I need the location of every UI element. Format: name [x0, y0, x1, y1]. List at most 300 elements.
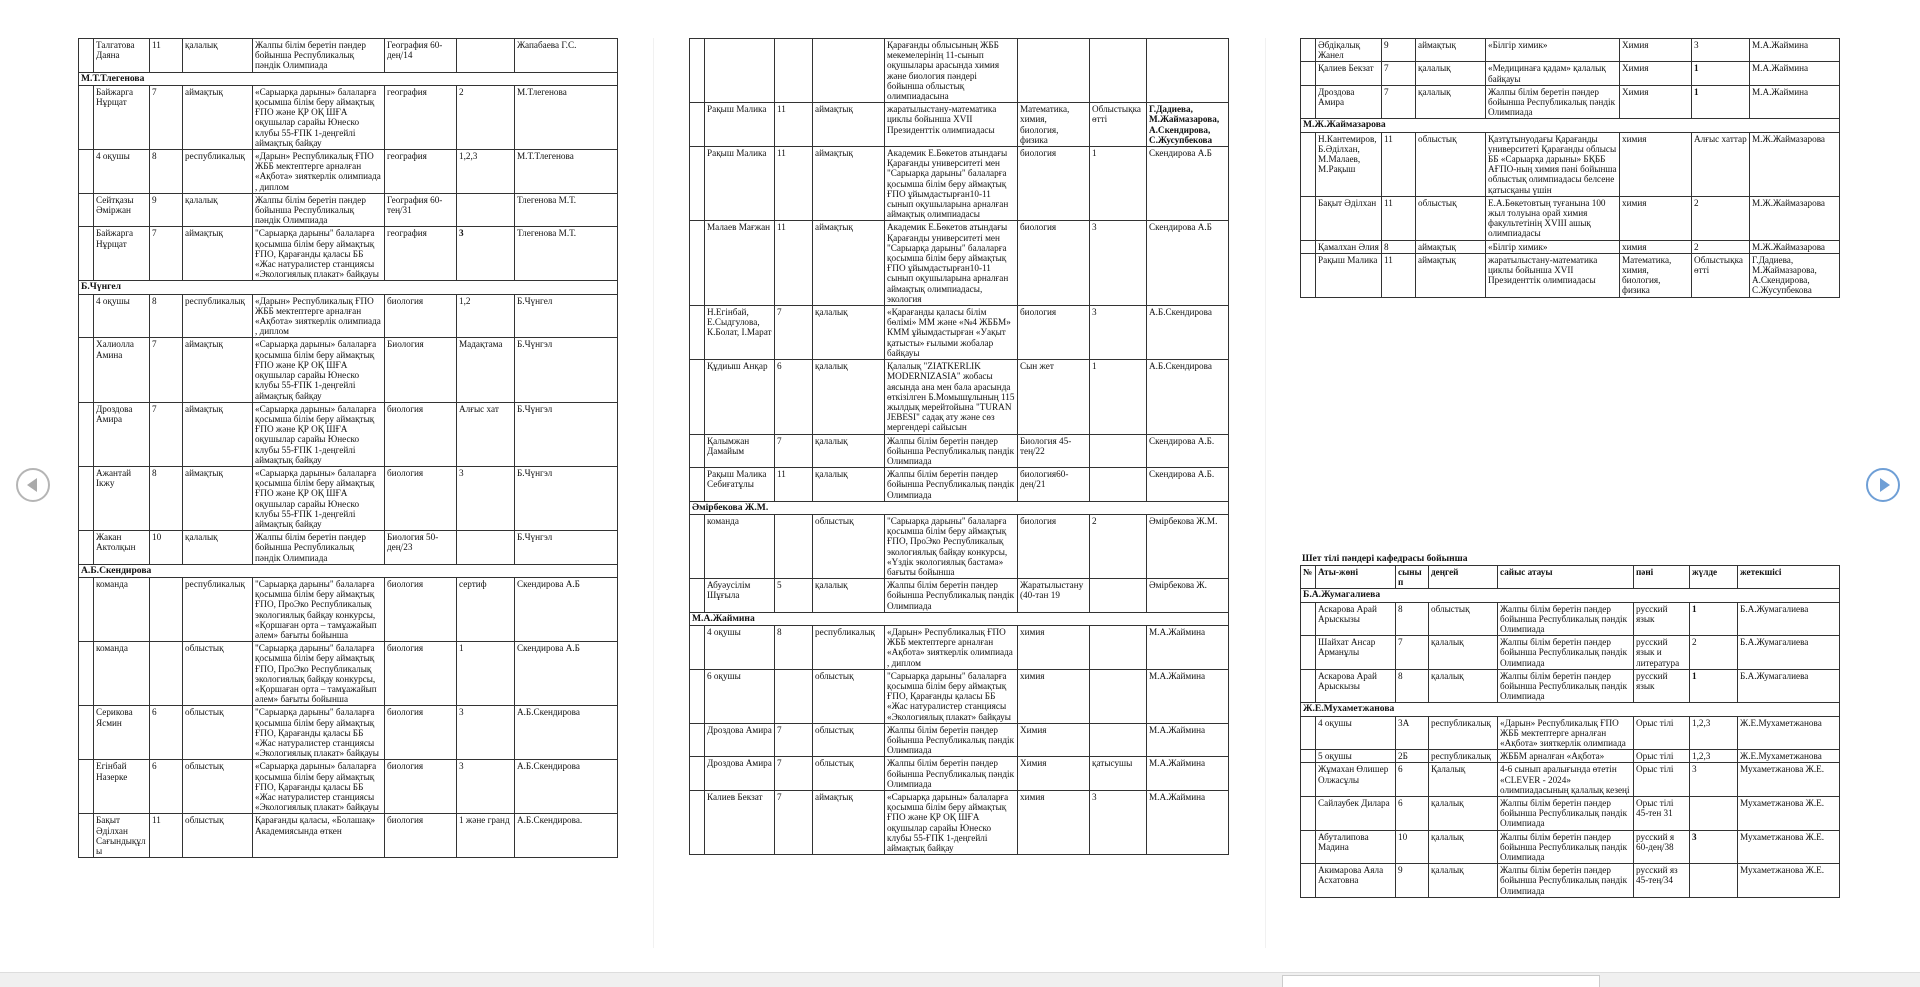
index-cell: [1301, 196, 1316, 240]
index-cell: [1301, 240, 1316, 253]
table-row: [79, 577, 618, 641]
table-row: [79, 531, 618, 565]
index-cell: [1301, 85, 1316, 119]
table-cell: аймақтық: [813, 221, 885, 306]
table-cell: 7: [150, 227, 183, 281]
table-cell: 6: [1396, 797, 1429, 831]
index-cell: [690, 39, 705, 103]
table-cell: 8: [1396, 669, 1429, 703]
results-table-2: [689, 38, 1229, 855]
table-cell: қалалық: [1429, 797, 1498, 831]
table-cell: химия: [1018, 791, 1090, 855]
table-cell: Жалпы білім беретін пәндер бойынша Республикалық пәндік Олимпиада: [1498, 636, 1634, 670]
table-cell: [457, 531, 515, 565]
column-header: №: [1301, 566, 1316, 589]
table-cell: 7: [775, 791, 813, 855]
table-cell: Орыс тілі: [1634, 750, 1690, 763]
index-cell: [690, 669, 705, 723]
table-cell: [1690, 797, 1738, 831]
table-row: [79, 227, 618, 281]
previous-page-button[interactable]: [16, 468, 50, 502]
table-cell: 3: [457, 227, 515, 281]
table-cell: биология: [385, 760, 457, 814]
table-cell: жаратылыстану-математика циклы бойынша XVII Президенттік олимпиадасы: [885, 103, 1018, 147]
table-cell: 1,2,3: [1690, 750, 1738, 763]
table-row: [1301, 669, 1840, 703]
table-cell: облыстық: [1416, 196, 1486, 240]
table-cell: Алғыс хаттар: [1692, 132, 1750, 196]
index-cell: [79, 39, 94, 73]
section-row: [1301, 589, 1840, 602]
table-cell: 4-6 сынып аралығында өтетін «CLEVER - 2024» олимпиадасының қалалық кезеңі: [1498, 763, 1634, 797]
table-cell: «Медицинаға қадам» қалалық байқауы: [1486, 62, 1620, 85]
table-cell: «Сарыарқа дарыны» балаларға қосымша білім беру аймақтық ҒПО және ҚР ОҚ ШҒА оқушылар сарайы Юнеско клубы 55-ҒПК 1-деңгейлі аймақтық байқау: [253, 85, 385, 149]
index-cell: [79, 294, 94, 338]
table-cell: Б.А.Жумагалиева: [1738, 636, 1840, 670]
table-cell: 3: [457, 466, 515, 530]
table-cell: А.Б.Скендирова: [1147, 306, 1229, 360]
table-cell: [1090, 468, 1147, 502]
table-cell: Жалпы білім беретін пәндер бойынша Республикалық пәндік Олимпиада: [253, 39, 385, 73]
index-cell: [690, 103, 705, 147]
table-cell: 3: [1090, 306, 1147, 360]
table-cell: 1: [1690, 669, 1738, 703]
viewer-bottom-box: [1282, 975, 1600, 987]
table-row: [1301, 830, 1840, 864]
table-cell: "Сарыарқа дарыны" балаларға қосымша білім беру аймақтық ҒПО, ПроЭко Республикалық экологиялық байқау конкурсы, «Қоршаған орта – тамұажайып әлем» бағыты бойынша: [253, 577, 385, 641]
index-cell: [690, 514, 705, 578]
table-cell: Мухаметжанова Ж.Е.: [1738, 864, 1840, 898]
table-row: [1301, 62, 1840, 85]
results-table-1: [78, 38, 618, 858]
table-cell: 7: [1382, 85, 1416, 119]
table-cell: Әбдіқалық Жанел: [1316, 39, 1382, 62]
table-cell: команда: [94, 577, 150, 641]
table-cell: 1,2,3: [457, 150, 515, 194]
column-header: Аты-жөні: [1316, 566, 1396, 589]
table-cell: қалалық: [1429, 830, 1498, 864]
table-cell: География 60-дең/14: [385, 39, 457, 73]
table-cell: [1301, 669, 1316, 703]
table-cell: Дроздова Амира: [1316, 85, 1382, 119]
table-cell: Скендирова А.Б: [1147, 147, 1229, 221]
table-cell: 9: [1396, 864, 1429, 898]
index-cell: [690, 791, 705, 855]
table-cell: қалалық: [1416, 85, 1486, 119]
table-cell: [1090, 723, 1147, 757]
table-cell: География 60-тең/31: [385, 193, 457, 227]
table-cell: Халиолла Амина: [94, 338, 150, 402]
table-cell: Биология: [385, 338, 457, 402]
table-cell: М.А.Жаймина: [1147, 625, 1229, 669]
table-cell: Мухаметжанова Ж.Е.: [1738, 797, 1840, 831]
table-cell: [1301, 602, 1316, 636]
section-row: [690, 501, 1229, 514]
index-cell: [690, 579, 705, 613]
table-row: [690, 757, 1229, 791]
table-cell: Облыстықка өтті: [1692, 253, 1750, 297]
table-cell: Абуталипова Мадина: [1316, 830, 1396, 864]
index-cell: [690, 434, 705, 468]
table-cell: облыстық: [813, 514, 885, 578]
table-cell: Биология 50-дең/23: [385, 531, 457, 565]
table-cell: Жалпы білім беретін пәндер бойынша Республикалық пәндік Олимпиада: [1498, 602, 1634, 636]
table-row: [690, 579, 1229, 613]
column-header: жетекшісі: [1738, 566, 1840, 589]
table-cell: география: [385, 85, 457, 149]
table-row: [690, 791, 1229, 855]
table-caption: Шет тілі пәндері кафедрасы бойынша: [1302, 553, 1468, 564]
table-cell: [1301, 750, 1316, 763]
table-cell: Мадақтама: [457, 338, 515, 402]
section-row: [79, 564, 618, 577]
table-cell: қалалық: [813, 434, 885, 468]
table-cell: Скендирова А.Б.: [1147, 468, 1229, 502]
table-cell: М.Ж.Жаймазарова: [1750, 132, 1840, 196]
table-cell: 7: [150, 85, 183, 149]
table-cell: Дроздова Амира: [705, 757, 775, 791]
table-cell: Жалпы білім беретін пәндер бойынша Республикалық пәндік Олимпиада: [1498, 797, 1634, 831]
table-cell: 1: [1692, 62, 1750, 85]
table-cell: сертиф: [457, 577, 515, 641]
index-cell: [79, 193, 94, 227]
table-cell: 11: [150, 814, 183, 858]
index-cell: [79, 85, 94, 149]
table-cell: облыстық: [1416, 132, 1486, 196]
table-cell: 9: [1382, 39, 1416, 62]
table-header-row: [1301, 566, 1840, 589]
table-cell: аймақтық: [813, 103, 885, 147]
table-cell: Скендирова А.Б: [1147, 221, 1229, 306]
table-cell: А.Б.Скендирова: [515, 706, 618, 760]
table-cell: 6: [1396, 763, 1429, 797]
table-cell: «Дарын» Республикалық ҒПО ЖББ мектептерге арналған «Ақбота» зияткерлік олимпиада: [1498, 716, 1634, 750]
table-cell: республикалық: [1429, 716, 1498, 750]
table-cell: 5 оқушы: [1316, 750, 1396, 763]
table-cell: 1,2,3: [1690, 716, 1738, 750]
table-cell: республикалық: [183, 294, 253, 338]
table-cell: [1090, 434, 1147, 468]
index-cell: [79, 760, 94, 814]
table-cell: 4 оқушы: [705, 625, 775, 669]
table-cell: 6: [150, 706, 183, 760]
table-row: [1301, 864, 1840, 898]
table-cell: М.А.Жаймина: [1147, 723, 1229, 757]
table-row: [79, 85, 618, 149]
column-header: пәні: [1634, 566, 1690, 589]
table-row: [1301, 602, 1840, 636]
table-cell: М.Тлегенова: [515, 85, 618, 149]
table-cell: Абуәусілім Шұғыла: [705, 579, 775, 613]
table-cell: Рақыш Малика: [705, 103, 775, 147]
document-page-4: [1300, 552, 1840, 924]
table-cell: 3: [1690, 763, 1738, 797]
section-row: [79, 281, 618, 294]
table-cell: 3: [1690, 830, 1738, 864]
table-cell: химия: [1620, 196, 1692, 240]
table-cell: қалалық: [183, 531, 253, 565]
table-cell: Б.А.Жумагалиева: [1738, 602, 1840, 636]
table-row: [690, 723, 1229, 757]
table-cell: «Қарағанды қаласы білім бөлімі» ММ және «№4 ЖББМ» КММ ұйымдастырған «Уақыт қатысты» ғылыми жобалар байқауы: [885, 306, 1018, 360]
table-cell: Бақыт Әділхан Сағындықұлы: [94, 814, 150, 858]
table-row: [1301, 132, 1840, 196]
table-cell: география: [385, 227, 457, 281]
table-cell: Қалалық "ZIATKERLIK MODERNIZASIA" жобасы аясында ана мен бала арасында өткізілген Б.Момышұлының 115 жылдық мерейтойына "TURAN JEBESI" садақ ату және сөз мергендері сайысын: [885, 360, 1018, 434]
table-cell: 3: [1090, 221, 1147, 306]
table-cell: Б.Чүнгэл: [515, 531, 618, 565]
table-cell: русский я 60-дең/38: [1634, 830, 1690, 864]
table-row: [1301, 763, 1840, 797]
table-cell: Скендирова А.Б: [515, 642, 618, 706]
table-row: [79, 39, 618, 73]
table-cell: А.Б.Скендирова.: [515, 814, 618, 858]
table-cell: команда: [94, 642, 150, 706]
table-cell: биология: [1018, 221, 1090, 306]
table-cell: 1 және гранд: [457, 814, 515, 858]
table-cell: 11: [150, 39, 183, 73]
table-cell: Орыс тілі: [1634, 763, 1690, 797]
table-cell: Калиев Бекзат: [705, 791, 775, 855]
table-cell: жаратылыстану-математика циклы бойынша XVII Президенттік олимпиадасы: [1486, 253, 1620, 297]
table-cell: Жалпы білім беретін пәндер бойынша Республикалық пәндік Олимпиада: [885, 468, 1018, 502]
index-cell: [79, 577, 94, 641]
table-cell: Б.Чүнгэл: [515, 338, 618, 402]
table-cell: 11: [775, 103, 813, 147]
column-header: сынып: [1396, 566, 1429, 589]
table-cell: қалалық: [813, 468, 885, 502]
page-gap: [653, 38, 654, 948]
table-cell: [1301, 716, 1316, 750]
table-cell: 7: [150, 402, 183, 466]
section-row: [1301, 119, 1840, 132]
table-cell: ЖББМ арналған «Ақбота»: [1498, 750, 1634, 763]
table-cell: 11: [1382, 132, 1416, 196]
table-cell: қалалық: [1429, 636, 1498, 670]
table-cell: Облыстықка өтті: [1090, 103, 1147, 147]
table-cell: Академик Е.Бөкетов атындағы Қарағанды университеті мен "Сарыарқа дарыны" балаларға қосымша білім беру аймақтық ҒПО ұйымдастырған10-11 сынып оқушыларына арналған аймақтық олимпиадасы: [885, 147, 1018, 221]
table-cell: 7: [775, 306, 813, 360]
table-row: [1301, 253, 1840, 297]
table-cell: биология: [385, 402, 457, 466]
table-row: [79, 466, 618, 530]
table-cell: "Сарыарқа дарыны" балаларға қосымша білім беру аймақтық ҒПО, Қарағанды қаласы ББ «Жас натуралистер станциясы «Экологиялық плакат» байқауы: [253, 706, 385, 760]
table-cell: команда: [705, 514, 775, 578]
table-cell: 6: [775, 360, 813, 434]
table-cell: А.Б.Скендирова: [1147, 360, 1229, 434]
table-cell: «Сарыарқа дарыны» балаларға қосымша білім беру аймақтық ҒПО және ҚР ОҚ ШҒА оқушылар сарайы Юнеско клубы 55-ҒПК 1-деңгейлі аймақтық байқау: [885, 791, 1018, 855]
teacher-section-title: Б.Чүнгел: [79, 281, 618, 294]
table-cell: Жалпы білім беретін пәндер бойынша Республикалық пәндік Олимпиада: [885, 434, 1018, 468]
table-cell: [457, 193, 515, 227]
table-cell: [775, 39, 813, 103]
table-cell: Жалпы білім беретін пәндер бойынша Республикалық пәндік Олимпиада: [253, 193, 385, 227]
table-cell: биология: [1018, 306, 1090, 360]
table-cell: қалалық: [813, 306, 885, 360]
table-cell: Малаев Мағжан: [705, 221, 775, 306]
table-cell: биология: [385, 466, 457, 530]
table-row: [1301, 39, 1840, 62]
table-cell: 4 оқушы: [94, 294, 150, 338]
table-cell: Жалпы білім беретін пәндер бойынша Республикалық пәндік Олимпиада: [885, 757, 1018, 791]
table-cell: химия: [1018, 625, 1090, 669]
index-cell: [690, 306, 705, 360]
table-cell: «Дарын» Республикалық ҒПО ЖББ мектептерге арналған «Ақбота» зияткерлік олимпиада , диплом: [253, 294, 385, 338]
table-cell: облыстық: [1429, 602, 1498, 636]
table-cell: Аскарова Арай Арыскызы: [1316, 669, 1396, 703]
table-cell: 2: [1690, 636, 1738, 670]
table-cell: М.Ж.Жаймазарова: [1750, 196, 1840, 240]
table-cell: биология: [385, 577, 457, 641]
table-cell: 7: [775, 757, 813, 791]
results-table-4: [1300, 565, 1840, 898]
index-cell: [79, 814, 94, 858]
index-cell: [79, 642, 94, 706]
table-cell: Жалпы білім беретін пәндер бойынша Республикалық пәндік Олимпиада: [885, 723, 1018, 757]
table-cell: русский язык: [1634, 669, 1690, 703]
table-row: [79, 294, 618, 338]
table-cell: [813, 39, 885, 103]
table-cell: 3: [1090, 791, 1147, 855]
teacher-section-title: Ж.Е.Мухаметжанова: [1301, 703, 1840, 716]
table-cell: Биология 45-тең/22: [1018, 434, 1090, 468]
index-cell: [690, 147, 705, 221]
table-cell: «Сарыарқа дарыны» балаларға қосымша білім беру аймақтық ҒПО және ҚР ОҚ ШҒА оқушылар сарайы Юнеско клубы 55-ҒПК 1-деңгейлі аймақтық байқау: [253, 338, 385, 402]
table-cell: Ажантай Ікжу: [94, 466, 150, 530]
table-cell: облыстық: [183, 706, 253, 760]
table-cell: М.А.Жаймина: [1147, 669, 1229, 723]
document-page-3: [1300, 38, 1840, 348]
index-cell: [690, 625, 705, 669]
table-cell: М.Т.Тлегенова: [515, 150, 618, 194]
table-cell: Химия: [1018, 723, 1090, 757]
table-cell: М.А.Жаймина: [1147, 791, 1229, 855]
next-page-button[interactable]: [1866, 468, 1900, 502]
table-cell: биология60-дең/21: [1018, 468, 1090, 502]
table-cell: «Сарыарқа дарыны» балаларға қосымша білім беру аймақтық ҒПО және ҚР ОҚ ШҒА оқушылар сарайы Юнеско клубы 55-ҒПК 1-деңгейлі аймақтық байқау: [253, 402, 385, 466]
table-row: [690, 360, 1229, 434]
table-cell: Акимарова Аяла Асхатовна: [1316, 864, 1396, 898]
chevron-left-icon: [27, 478, 37, 492]
table-cell: «Білгір химик»: [1486, 39, 1620, 62]
column-header: сайыс атауы: [1498, 566, 1634, 589]
table-cell: русский язык и литература: [1634, 636, 1690, 670]
table-cell: Н.Егінбай, Е.Сыдгулова, К.Болат, І.Марат: [705, 306, 775, 360]
table-cell: 1: [1690, 602, 1738, 636]
table-cell: 8: [1396, 602, 1429, 636]
table-cell: «Дарын» Республикалық ҒПО ЖББ мектептерге арналған «Ақбота» зияткерлік олимпиада , диплом: [885, 625, 1018, 669]
table-cell: Серикова Ясмин: [94, 706, 150, 760]
index-cell: [79, 150, 94, 194]
section-row: [79, 72, 618, 85]
table-cell: Химия: [1620, 62, 1692, 85]
table-cell: 10: [150, 531, 183, 565]
section-row: [690, 612, 1229, 625]
table-cell: 4 оқушы: [94, 150, 150, 194]
table-cell: қалалық: [1429, 864, 1498, 898]
table-row: [1301, 240, 1840, 253]
table-cell: Рақыш Малика: [705, 147, 775, 221]
table-cell: 7: [1382, 62, 1416, 85]
table-cell: Тлегенова М.Т.: [515, 193, 618, 227]
table-cell: Қарағанды облысының ЖББ мекемелерінің 11-сынып оқушылары арасында химия және биология пәндері бойынша облыстық олимпиадасына: [885, 39, 1018, 103]
index-cell: [79, 706, 94, 760]
table-cell: Сайлаубек Дилара: [1316, 797, 1396, 831]
table-cell: Жұмахан Өлишер Олжасұлы: [1316, 763, 1396, 797]
table-cell: А.Б.Скендирова: [515, 760, 618, 814]
index-cell: [79, 338, 94, 402]
table-cell: қалалық: [1416, 62, 1486, 85]
table-cell: Г.Дадиева, М.Жаймазарова, А.Скендирова, С.Жусупбекова: [1750, 253, 1840, 297]
table-cell: аймақтық: [183, 338, 253, 402]
table-cell: аймақтық: [183, 466, 253, 530]
teacher-section-title: Б.А.Жумагалиева: [1301, 589, 1840, 602]
table-cell: Жалпы білім беретін пәндер бойынша Республикалық пәндік Олимпиада: [885, 579, 1018, 613]
table-cell: 8: [1382, 240, 1416, 253]
table-cell: биология: [385, 642, 457, 706]
table-cell: Химия: [1018, 757, 1090, 791]
table-cell: [457, 39, 515, 73]
table-cell: аймақтық: [183, 85, 253, 149]
table-cell: Қалиев Бекзат: [1316, 62, 1382, 85]
index-cell: [1301, 253, 1316, 297]
table-cell: 6 оқушы: [705, 669, 775, 723]
page-gap: [1265, 38, 1266, 948]
table-cell: қалалық: [813, 579, 885, 613]
table-cell: Шайхат Ансар Арманұлы: [1316, 636, 1396, 670]
table-cell: Талгатова Даяна: [94, 39, 150, 73]
table-cell: 1: [457, 642, 515, 706]
table-cell: Қалымжан Дамайым: [705, 434, 775, 468]
table-cell: биология: [1018, 147, 1090, 221]
table-cell: аймақтық: [813, 147, 885, 221]
table-cell: 9: [150, 193, 183, 227]
column-header: деңгей: [1429, 566, 1498, 589]
table-cell: аймақтық: [813, 791, 885, 855]
table-cell: Химия: [1620, 39, 1692, 62]
table-cell: 7: [150, 338, 183, 402]
table-cell: 11: [775, 468, 813, 502]
table-cell: Н.Кантемиров, Б.Әділхан, М.Малаев, М.Рақыш: [1316, 132, 1382, 196]
table-cell: 8: [150, 294, 183, 338]
table-cell: 8: [775, 625, 813, 669]
table-cell: [1301, 830, 1316, 864]
table-cell: Егінбай Назерке: [94, 760, 150, 814]
table-cell: Сын жет: [1018, 360, 1090, 434]
table-cell: аймақтық: [183, 227, 253, 281]
table-cell: [1301, 763, 1316, 797]
table-cell: 2: [1692, 196, 1750, 240]
table-cell: Мухаметжанова Ж.Е.: [1738, 763, 1840, 797]
table-cell: облыстық: [183, 760, 253, 814]
table-cell: Г.Дадиева, М.Жаймазарова, А.Скендирова, С.Жусупбекова: [1147, 103, 1229, 147]
table-cell: [1090, 579, 1147, 613]
table-row: [79, 338, 618, 402]
table-row: [690, 39, 1229, 103]
table-cell: Химия: [1620, 85, 1692, 119]
teacher-section-title: М.А.Жаймина: [690, 612, 1229, 625]
table-row: [79, 706, 618, 760]
table-cell: облыстық: [183, 814, 253, 858]
table-cell: 11: [775, 221, 813, 306]
index-cell: [690, 360, 705, 434]
table-row: [690, 669, 1229, 723]
table-cell: республикалық: [1429, 750, 1498, 763]
table-cell: Бақыт Әділхан: [1316, 196, 1382, 240]
table-cell: М.Ж.Жаймазарова: [1750, 240, 1840, 253]
table-row: [690, 147, 1229, 221]
table-cell: Математика, химия, биология, физика: [1018, 103, 1090, 147]
